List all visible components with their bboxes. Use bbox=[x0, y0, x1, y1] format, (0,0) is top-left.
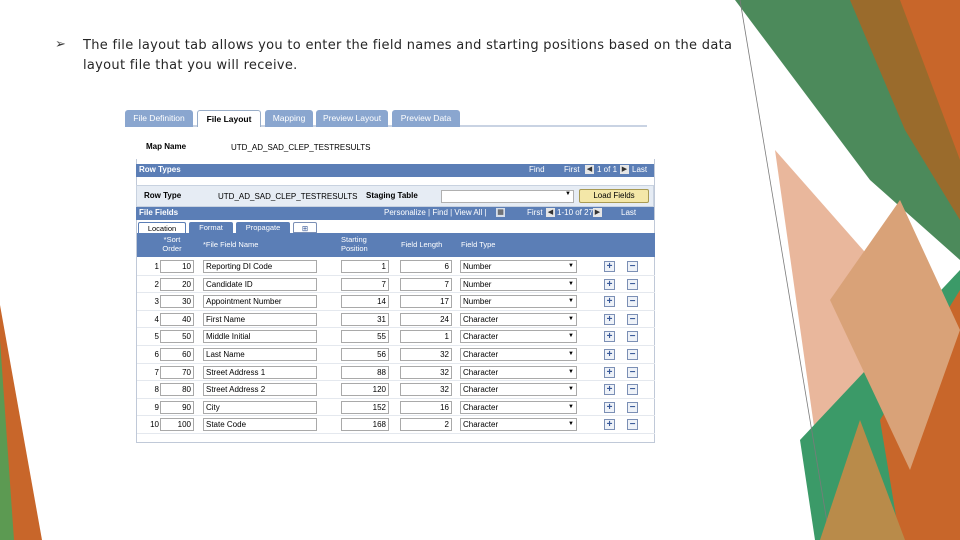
add-row-button[interactable]: + bbox=[604, 349, 615, 360]
file-field-name-input[interactable]: First Name bbox=[203, 313, 317, 326]
sort-order-field[interactable]: 70 bbox=[160, 366, 194, 379]
field-length-field[interactable]: 32 bbox=[400, 383, 452, 396]
field-type-select[interactable] bbox=[460, 295, 577, 308]
row-number: 1 bbox=[154, 262, 159, 271]
row-types-last-link[interactable]: Last bbox=[632, 165, 648, 174]
load-fields-button[interactable]: Load Fields bbox=[579, 189, 649, 203]
row-number: 10 bbox=[150, 420, 159, 430]
row-number: 4 bbox=[154, 314, 159, 324]
table-row bbox=[137, 311, 655, 329]
add-row-button[interactable]: + bbox=[604, 296, 615, 307]
add-row-button[interactable]: + bbox=[604, 419, 615, 430]
starting-position-field[interactable]: 1 bbox=[341, 260, 389, 273]
add-row-button[interactable]: + bbox=[604, 314, 615, 325]
row-number: 7 bbox=[154, 367, 159, 377]
download-grid-icon[interactable]: ▦ bbox=[497, 209, 504, 216]
file-fields-range: 1-10 of 27 bbox=[557, 208, 594, 217]
field-length-field[interactable]: 16 bbox=[400, 401, 452, 414]
slide-text: The file layout tab allows you to enter the field names and starting positions based on the data layout file that you will receive. bbox=[83, 38, 733, 73]
starting-position-field[interactable]: 88 bbox=[341, 366, 389, 379]
field-length-field[interactable]: 1 bbox=[400, 330, 452, 343]
show-all-columns-icon[interactable]: ⊞ bbox=[293, 222, 317, 233]
starting-position-field[interactable]: 120 bbox=[341, 383, 389, 396]
tab-preview-data[interactable]: Preview Data bbox=[392, 110, 460, 127]
map-name-label: Map Name bbox=[146, 142, 187, 151]
tab-preview-layout[interactable]: Preview Layout bbox=[316, 110, 388, 127]
sort-order-field[interactable]: 60 bbox=[160, 348, 194, 361]
field-type-select[interactable] bbox=[460, 330, 577, 343]
field-type-value: Number bbox=[463, 279, 492, 289]
field-type-value: Character bbox=[463, 385, 499, 395]
field-type-select[interactable] bbox=[460, 366, 577, 379]
starting-position-field[interactable]: 152 bbox=[341, 401, 389, 414]
staging-table-select[interactable] bbox=[441, 190, 574, 203]
row-types-header bbox=[136, 164, 654, 177]
row-types-title: Row Types bbox=[139, 165, 181, 174]
table-row bbox=[137, 364, 655, 382]
delete-row-button[interactable]: − bbox=[627, 349, 638, 360]
delete-row-button[interactable]: − bbox=[627, 419, 638, 430]
field-type-value: Character bbox=[463, 350, 499, 359]
subtab-format[interactable]: Format bbox=[189, 222, 233, 233]
row-number: 8 bbox=[154, 385, 159, 395]
row-type-value: UTD_AD_SAD_CLEP_TESTRESULTS bbox=[218, 192, 358, 201]
file-layout-screenshot bbox=[125, 109, 655, 444]
row-number: 6 bbox=[154, 350, 159, 359]
file-field-name-input[interactable]: State Code bbox=[203, 418, 317, 431]
prev-arrow-icon[interactable]: ◀ bbox=[586, 166, 593, 173]
row-types-range: 1 of 1 bbox=[597, 165, 618, 174]
file-fields-first-link[interactable]: First bbox=[527, 208, 543, 217]
file-fields-last-link[interactable]: Last bbox=[621, 208, 637, 217]
starting-position-field[interactable]: 168 bbox=[341, 418, 389, 431]
col-file-field-name[interactable]: *File Field Name bbox=[203, 240, 259, 249]
starting-position-field[interactable]: 55 bbox=[341, 330, 389, 343]
tab-mapping[interactable]: Mapping bbox=[265, 110, 313, 127]
sort-order-field[interactable]: 20 bbox=[160, 278, 194, 291]
chevron-down-icon: ▼ bbox=[568, 368, 574, 375]
file-field-name-input[interactable]: City bbox=[203, 401, 317, 414]
file-field-name-input[interactable]: Street Address 2 bbox=[203, 383, 317, 396]
row-number: 9 bbox=[154, 402, 159, 412]
file-fields-title: File Fields bbox=[139, 208, 179, 217]
field-length-field[interactable]: 6 bbox=[400, 260, 452, 273]
sort-order-field[interactable]: 10 bbox=[160, 260, 194, 273]
field-length-field[interactable]: 17 bbox=[400, 295, 452, 308]
delete-row-button[interactable]: − bbox=[627, 296, 638, 307]
field-type-value: Character bbox=[463, 314, 499, 324]
field-length-field[interactable]: 2 bbox=[400, 418, 452, 431]
field-length-field[interactable]: 32 bbox=[400, 366, 452, 379]
map-name-value: UTD_AD_SAD_CLEP_TESTRESULTS bbox=[231, 143, 371, 152]
field-type-value: Character bbox=[463, 402, 499, 412]
table-row bbox=[137, 328, 655, 346]
row-type-panel bbox=[136, 185, 654, 207]
personalize-find-links[interactable]: Personalize | Find | View All | bbox=[384, 208, 487, 217]
table-row bbox=[137, 276, 655, 294]
add-row-button[interactable]: + bbox=[604, 367, 615, 378]
field-type-select[interactable] bbox=[460, 418, 577, 431]
sort-order-field[interactable]: 30 bbox=[160, 295, 194, 308]
row-number: 2 bbox=[154, 279, 159, 289]
table-row bbox=[137, 381, 655, 399]
field-type-value: Character bbox=[463, 332, 499, 342]
starting-position-field[interactable]: 14 bbox=[341, 295, 389, 308]
field-type-value: Character bbox=[463, 367, 499, 377]
field-type-value: Character bbox=[463, 420, 499, 430]
sort-order-field[interactable]: 90 bbox=[160, 401, 194, 414]
chevron-down-icon: ▼ bbox=[568, 351, 574, 357]
add-row-button[interactable]: + bbox=[604, 331, 615, 342]
chevron-down-icon: ▼ bbox=[568, 263, 574, 269]
delete-row-button[interactable]: − bbox=[627, 402, 638, 413]
chevron-down-icon: ▼ bbox=[568, 333, 574, 340]
field-type-value: Number bbox=[463, 297, 492, 307]
field-length-field[interactable]: 7 bbox=[400, 278, 452, 291]
table-row bbox=[137, 258, 655, 276]
row-type-label: Row Type bbox=[144, 191, 182, 200]
add-row-button[interactable]: + bbox=[604, 384, 615, 395]
file-field-name-input[interactable]: Street Address 1 bbox=[203, 366, 317, 379]
file-field-name-input[interactable]: Reporting DI Code bbox=[203, 260, 317, 273]
file-fields-header bbox=[136, 207, 654, 220]
sort-order-field[interactable]: 80 bbox=[160, 383, 194, 396]
chevron-down-icon: ▼ bbox=[568, 315, 574, 322]
grid-header bbox=[137, 233, 655, 257]
field-type-select[interactable] bbox=[460, 348, 577, 361]
table-row bbox=[137, 416, 655, 434]
tab-bar bbox=[125, 109, 647, 127]
subtab-location[interactable]: Location bbox=[138, 222, 186, 233]
subtab-propagate[interactable]: Propagate bbox=[236, 222, 290, 233]
delete-row-button[interactable]: − bbox=[627, 314, 638, 325]
sort-order-field[interactable]: 40 bbox=[160, 313, 194, 326]
chevron-down-icon: ▼ bbox=[568, 280, 574, 287]
field-type-select[interactable] bbox=[460, 313, 577, 326]
field-length-field[interactable]: 32 bbox=[400, 348, 452, 361]
chevron-down-icon: ▼ bbox=[565, 191, 571, 197]
delete-row-button[interactable]: − bbox=[627, 279, 638, 290]
table-row bbox=[137, 293, 655, 311]
row-number: 3 bbox=[154, 297, 159, 307]
starting-position-field[interactable]: 56 bbox=[341, 348, 389, 361]
chevron-down-icon: ▼ bbox=[568, 386, 574, 393]
bullet-arrow-icon: ➢ bbox=[55, 36, 66, 51]
row-number: 5 bbox=[154, 332, 159, 342]
delete-row-button[interactable]: − bbox=[627, 331, 638, 342]
next-arrow-icon[interactable]: ▶ bbox=[594, 209, 601, 216]
col-field-length[interactable]: Field Length bbox=[401, 240, 443, 249]
tab-file-layout[interactable]: File Layout bbox=[197, 110, 261, 127]
next-arrow-icon[interactable]: ▶ bbox=[621, 166, 628, 173]
field-type-select[interactable] bbox=[460, 260, 577, 273]
file-field-name-input[interactable]: Candidate ID bbox=[203, 278, 317, 291]
starting-position-field[interactable]: 31 bbox=[341, 313, 389, 326]
field-type-select[interactable] bbox=[460, 383, 577, 396]
row-types-find-link[interactable]: Find bbox=[529, 165, 545, 174]
delete-row-button[interactable]: − bbox=[627, 384, 638, 395]
file-field-name-input[interactable]: Last Name bbox=[203, 348, 317, 361]
sort-order-field[interactable]: 100 bbox=[160, 418, 194, 431]
add-row-button[interactable]: + bbox=[604, 261, 615, 272]
table-row bbox=[137, 346, 655, 364]
prev-arrow-icon[interactable]: ◀ bbox=[547, 209, 554, 216]
add-row-button[interactable]: + bbox=[604, 402, 615, 413]
field-type-select[interactable] bbox=[460, 278, 577, 291]
row-types-first-link[interactable]: First bbox=[564, 165, 580, 174]
delete-row-button[interactable]: − bbox=[627, 367, 638, 378]
table-row bbox=[137, 399, 655, 417]
col-starting-position[interactable]: Starting Position bbox=[341, 235, 368, 253]
field-type-value: Number bbox=[463, 262, 492, 271]
sort-order-field[interactable]: 50 bbox=[160, 330, 194, 343]
file-field-name-input[interactable]: Appointment Number bbox=[203, 295, 317, 308]
chevron-down-icon: ▼ bbox=[568, 403, 574, 410]
delete-row-button[interactable]: − bbox=[627, 261, 638, 272]
starting-position-field[interactable]: 7 bbox=[341, 278, 389, 291]
field-type-select[interactable] bbox=[460, 401, 577, 414]
field-length-field[interactable]: 24 bbox=[400, 313, 452, 326]
chevron-down-icon: ▼ bbox=[568, 421, 574, 428]
col-field-type[interactable]: Field Type bbox=[461, 240, 496, 249]
tab-file-definition[interactable]: File Definition bbox=[125, 110, 193, 127]
col-sort-order[interactable]: *Sort Order bbox=[162, 235, 182, 253]
file-field-name-input[interactable]: Middle Initial bbox=[203, 330, 317, 343]
staging-table-label: Staging Table bbox=[366, 191, 418, 200]
chevron-down-icon: ▼ bbox=[568, 298, 574, 305]
add-row-button[interactable]: + bbox=[604, 279, 615, 290]
